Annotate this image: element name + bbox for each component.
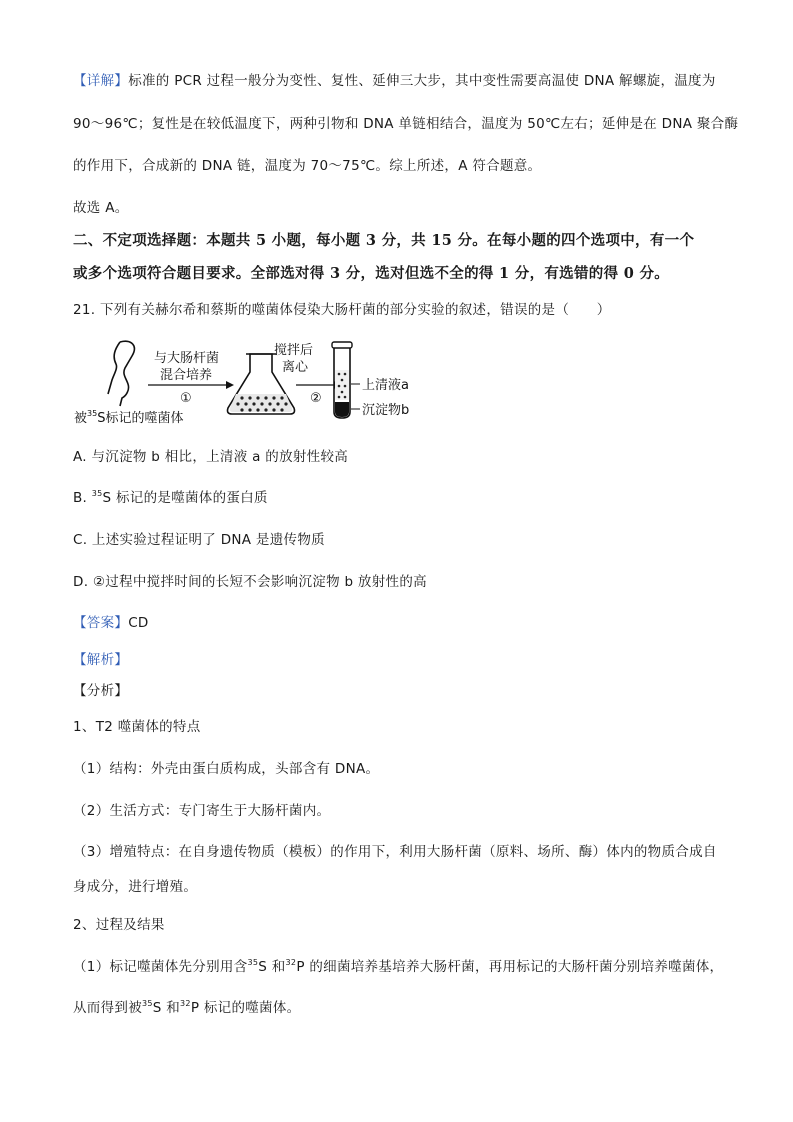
analysis-item-3-line-1: （3）增殖特点：在自身遗传物质（模板）的作用下，利用大肠杆菌（原料、场所、酶）体内的物质合成自 (73, 844, 717, 860)
supernatant-label: 上清液a (362, 378, 409, 393)
analysis-item-3-line-2: 身成分，进行增殖。 (73, 879, 198, 895)
section-heading-line-2: 或多个选项符合题目要求。全部选对得 3 分，选对但选不全的得 1 分，有选错的得 0 分。 (73, 265, 670, 282)
mix-culture-label-top: 与大肠杆菌 (154, 351, 220, 366)
centrifuge-label-top: 搅拌后 (274, 343, 314, 358)
option-a: A. 与沉淀物 b 相比，上清液 a 的放射性较高 (73, 449, 349, 465)
detail-line-1 (73, 70, 733, 92)
phage-icon (108, 341, 134, 406)
analysis-heading-1: 1、T2 噬菌体的特点 (73, 719, 201, 735)
answer-line (73, 612, 733, 634)
question-stem: 21. 下列有关赫尔希和蔡斯的噬菌体侵染大肠杆菌的部分实验的叙述，错误的是（ ） (73, 302, 611, 318)
analysis-process-line-2: 从而得到被$^{35}$S 和$^{32}$P 标记的噬菌体。 (73, 999, 301, 1016)
detail-line-2: 90～96℃；复性是在较低温度下，两种引物和 DNA 单链相结合，温度为 50℃左右；延伸是在 DNA 聚合酶 (73, 116, 739, 132)
detail-conclusion: 故选 A。 (73, 200, 129, 216)
option-d: D. ②过程中搅拌时间的长短不会影响沉淀物 b 放射性的高 (73, 574, 427, 590)
analysis-label: 【解析】 (73, 652, 129, 668)
centrifuge-tube-icon (332, 342, 352, 418)
analysis-sub-label: 【分析】 (73, 683, 129, 699)
sediment-label: 沉淀物b (362, 403, 410, 418)
mix-culture-label-bottom: 混合培养 (160, 368, 213, 383)
detail-label: 【详解】 (73, 73, 129, 89)
analysis-heading-2: 2、过程及结果 (73, 917, 165, 933)
arrow-head-1 (226, 381, 234, 389)
labeled-phage-label: 被$^{35}$S标记的噬菌体 (74, 409, 184, 426)
detail-text: 标准的 PCR 过程一般分为变性、复性、延伸三大步，其中变性需要高温使 DNA 解螺旋，温度为 (128, 73, 716, 89)
experiment-figure (60, 334, 440, 434)
analysis-process-line-1: （1）标记噬菌体先分别用含$^{35}$S 和$^{32}$P 的细菌培养基培养大肠杆菌，再用标记的大肠杆菌分别培养噬菌体， (73, 958, 724, 975)
analysis-item-2: （2）生活方式：专门寄生于大肠杆菌内。 (73, 803, 331, 819)
answer-label: 【答案】 (73, 615, 129, 631)
detail-line-3: 的作用下，合成新的 DNA 链，温度为 70～75℃。综上所述，A 符合题意。 (73, 158, 542, 174)
analysis-item-1: （1）结构：外壳由蛋白质构成，头部含有 DNA。 (73, 761, 380, 777)
step-1-marker: ① (180, 391, 192, 406)
section-heading-line-1: 二、不定项选择题：本题共 5 小题，每小题 3 分，共 15 分。在每小题的四个选项中，有一个 (73, 232, 695, 249)
centrifuge-label-bottom: 离心 (282, 360, 309, 375)
option-b: B. $^{35}$S 标记的是噬菌体的蛋白质 (73, 489, 268, 506)
answer-value: CD (128, 615, 149, 631)
option-c: C. 上述实验过程证明了 DNA 是遗传物质 (73, 532, 325, 548)
step-2-marker: ② (310, 391, 322, 406)
